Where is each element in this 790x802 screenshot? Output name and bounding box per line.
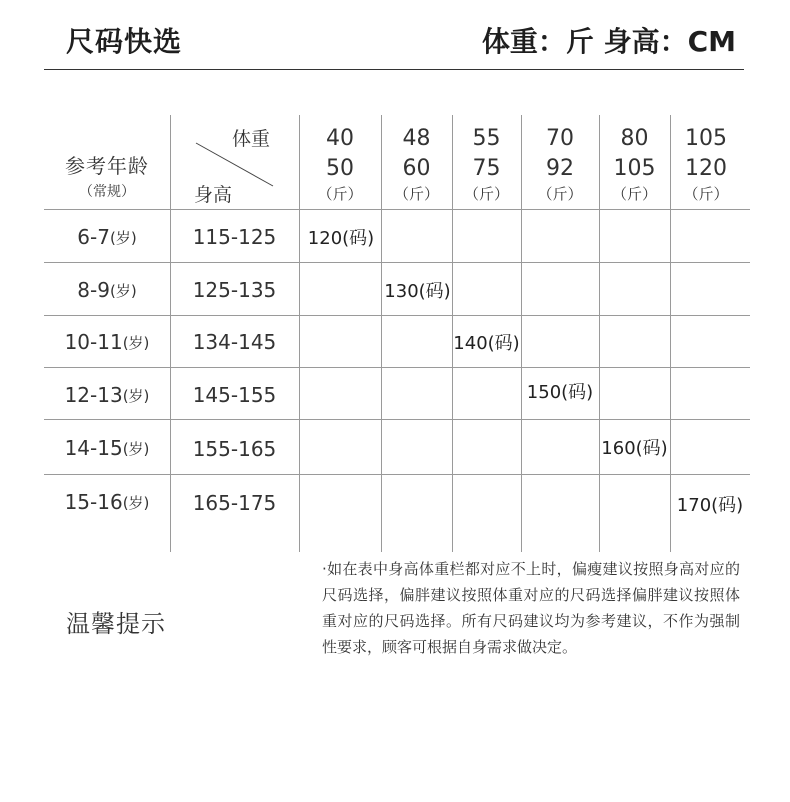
height-cell: 155-165 xyxy=(192,437,277,461)
age-unit: (岁) xyxy=(122,493,150,512)
weight-to: 75 xyxy=(472,156,501,181)
jin-label: （斤） xyxy=(393,185,439,203)
height-label: 身高 xyxy=(194,184,233,206)
jin-label: （斤） xyxy=(463,185,509,203)
jin-label: （斤） xyxy=(683,185,729,203)
age-unit: (岁) xyxy=(109,228,137,247)
weight-range-header xyxy=(452,124,521,204)
weight-to: 60 xyxy=(402,156,431,181)
age-unit: (岁) xyxy=(122,439,150,458)
weight-range-header xyxy=(670,124,742,204)
age-unit: (岁) xyxy=(109,281,137,300)
size-cell: 150(码) xyxy=(526,382,594,403)
age-value: 6-7 xyxy=(77,225,110,249)
weight-range-header xyxy=(381,124,452,204)
age-cell xyxy=(44,423,170,473)
weight-from: 48 xyxy=(402,126,431,151)
size-cell: 130(码) xyxy=(384,281,451,302)
size-cell: 160(码) xyxy=(601,438,668,459)
tips-title: 温馨提示 xyxy=(66,610,166,638)
age-value: 8-9 xyxy=(77,278,110,302)
weight-range-header xyxy=(521,124,599,204)
age-value: 10-11 xyxy=(64,330,123,354)
height-cell: 145-155 xyxy=(192,383,277,407)
weight-to: 105 xyxy=(613,156,656,181)
age-header-label: 参考年龄 xyxy=(65,154,149,178)
size-cell: 120(码) xyxy=(307,228,375,249)
weight-to: 120 xyxy=(685,156,727,181)
weight-from: 70 xyxy=(546,126,574,151)
page-title: 尺码快选 xyxy=(66,25,183,58)
weight-from: 55 xyxy=(472,126,501,151)
jin-label: （斤） xyxy=(537,185,583,203)
size-cell: 170(码) xyxy=(676,495,744,516)
age-unit: (岁) xyxy=(122,386,150,405)
age-unit: (岁) xyxy=(122,333,150,352)
age-value: 14-15 xyxy=(64,436,123,460)
weight-to: 50 xyxy=(326,156,354,181)
tips-text: ·如在表中身高体重栏都对应不上时，偏瘦建议按照身高对应的尺码选择，偏胖建议按照体重对应的尺码选择偏胖建议按照体重对应的尺码选择。所有尺码建议均为参考建议，不作为强制性要求，顾客可根据自身需求做决定。 xyxy=(322,560,740,656)
age-cell xyxy=(44,265,170,315)
height-cell: 115-125 xyxy=(192,225,277,249)
weight-from: 40 xyxy=(326,126,354,151)
weight-range-header xyxy=(599,124,670,204)
height-cell: 134-145 xyxy=(192,330,277,354)
weight-label: 体重 xyxy=(232,128,271,150)
unit-label: 体重：斤 身高：CM xyxy=(481,25,736,58)
age-cell xyxy=(44,370,170,420)
age-cell xyxy=(44,212,170,262)
age-cell xyxy=(44,317,170,367)
weight-to: 92 xyxy=(546,156,574,181)
weight-from: 80 xyxy=(620,126,649,151)
weight-range-header xyxy=(299,124,381,204)
age-value: 12-13 xyxy=(64,383,123,407)
height-cell: 125-135 xyxy=(192,278,277,302)
jin-label: （斤） xyxy=(611,185,657,203)
age-header-sub: （常规） xyxy=(79,184,135,200)
height-cell: 165-175 xyxy=(192,491,277,515)
size-cell: 140(码) xyxy=(453,333,520,354)
jin-label: （斤） xyxy=(317,185,363,203)
age-cell xyxy=(44,476,170,528)
weight-from: 105 xyxy=(685,126,727,151)
age-value: 15-16 xyxy=(64,490,123,514)
